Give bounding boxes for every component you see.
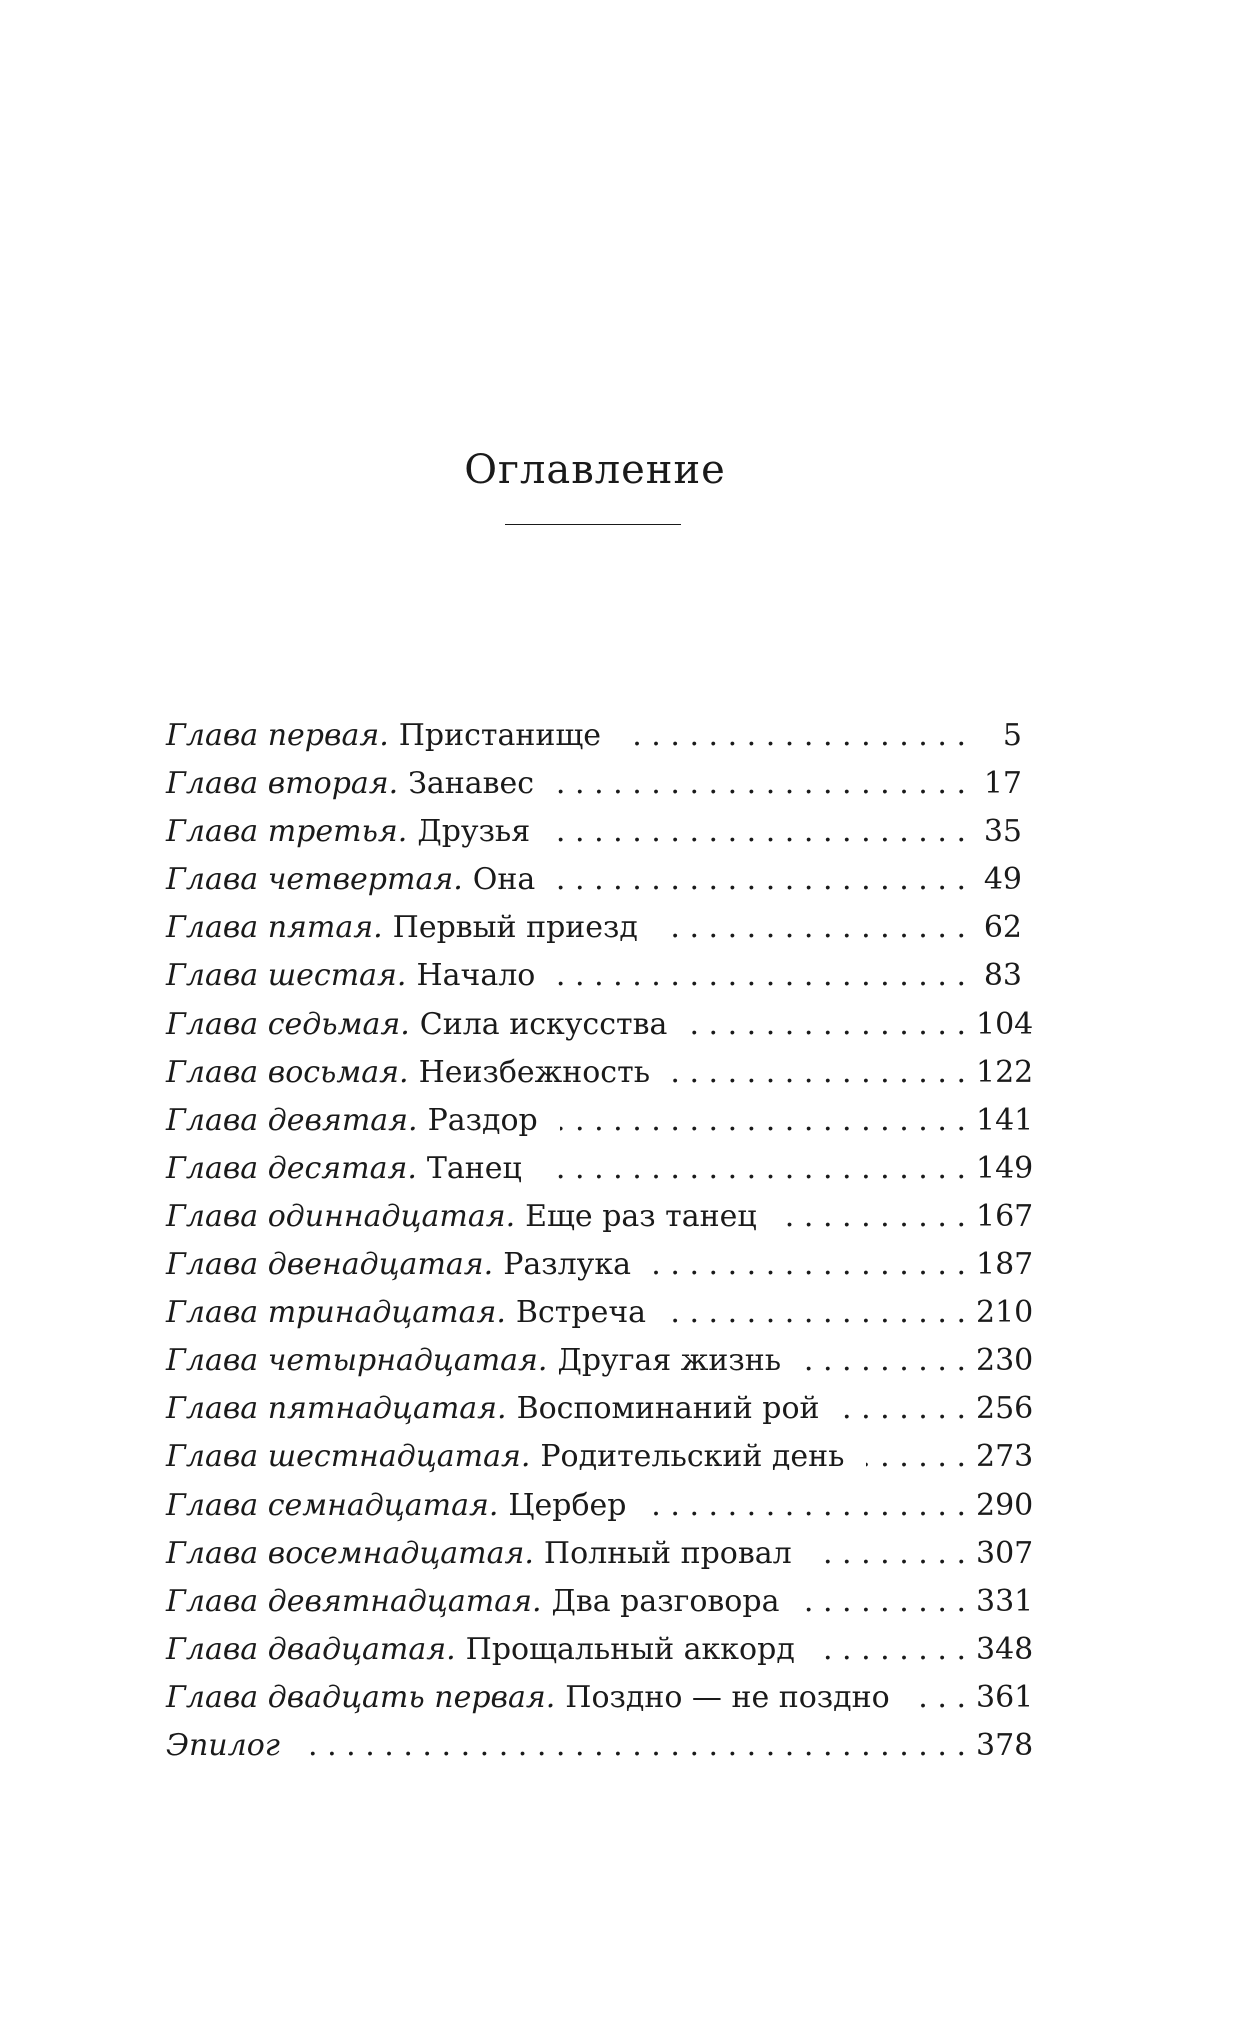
dot-leader <box>560 1097 966 1145</box>
chapter-name: Поздно — не поздно <box>565 1679 890 1715</box>
dot-leader <box>544 1145 966 1193</box>
dot-leader <box>552 808 966 856</box>
toc-entry[interactable] <box>166 1049 1034 1097</box>
page-number: 187 <box>976 1247 1034 1283</box>
page-number: 361 <box>976 1679 1034 1715</box>
page-number: 348 <box>976 1631 1034 1667</box>
dot-leader <box>817 1626 966 1674</box>
dot-leader <box>302 1722 966 1770</box>
page-number: 210 <box>976 1295 1034 1331</box>
toc-entry[interactable] <box>166 1337 1034 1385</box>
chapter-label: Глава восемнадцатая. <box>166 1535 534 1571</box>
page-number: 273 <box>976 1439 1034 1475</box>
chapter-label: Глава девятнадцатая. <box>166 1583 542 1619</box>
chapter-name: Первый приезд <box>392 910 638 946</box>
page-number: 378 <box>976 1727 1034 1763</box>
chapter-label: Глава семнадцатая. <box>166 1487 499 1523</box>
dot-leader <box>842 1385 966 1433</box>
page-number: 256 <box>976 1391 1034 1427</box>
toc-entry-epilogue[interactable] <box>166 1722 1034 1770</box>
chapter-label: Глава шестнадцатая. <box>166 1439 531 1475</box>
chapter-label: Глава десятая. <box>166 1150 417 1186</box>
chapter-label: Глава четырнадцатая. <box>166 1343 548 1379</box>
dot-leader <box>866 1433 966 1481</box>
dot-leader <box>814 1530 966 1578</box>
page-number: 35 <box>983 814 1022 850</box>
dot-leader <box>672 1049 966 1097</box>
toc-entry[interactable] <box>166 1530 1034 1578</box>
chapter-name: Друзья <box>417 814 531 850</box>
toc-entry[interactable] <box>166 1385 1034 1433</box>
chapter-name: Неизбежность <box>418 1054 651 1090</box>
chapter-name: Воспоминаний рой <box>516 1391 820 1427</box>
dot-leader <box>801 1578 966 1626</box>
chapter-label: Глава седьмая. <box>166 1006 410 1042</box>
toc-entry[interactable] <box>166 904 1022 952</box>
title-divider <box>505 524 681 525</box>
chapter-name: Разлука <box>503 1247 631 1283</box>
chapter-label: Глава третья. <box>166 814 408 850</box>
toc-entry[interactable] <box>166 1193 1034 1241</box>
page-number: 167 <box>976 1198 1034 1234</box>
chapter-label: Эпилог <box>166 1727 280 1763</box>
chapter-label: Глава пятнадцатая. <box>166 1391 507 1427</box>
chapter-label: Глава пятая. <box>166 910 383 946</box>
dot-leader <box>557 952 966 1000</box>
chapter-label: Глава тринадцатая. <box>166 1295 506 1331</box>
toc-entry[interactable] <box>166 1289 1034 1337</box>
dot-leader <box>668 1289 966 1337</box>
chapter-label: Глава четвертая. <box>166 862 463 898</box>
toc-entry[interactable] <box>166 856 1022 904</box>
toc-entry[interactable] <box>166 760 1022 808</box>
chapter-name: Сила искусства <box>419 1006 668 1042</box>
dot-leader <box>803 1337 966 1385</box>
chapter-name: Два разговора <box>551 1583 780 1619</box>
page-number: 331 <box>976 1583 1034 1619</box>
chapter-name: Полный провал <box>543 1535 792 1571</box>
toc-entry[interactable] <box>166 1578 1034 1626</box>
toc-entry[interactable] <box>166 1482 1034 1530</box>
chapter-label: Глава первая. <box>166 718 389 753</box>
dot-leader <box>779 1193 966 1241</box>
dot-leader <box>556 760 966 808</box>
dot-leader <box>649 1482 966 1530</box>
chapter-name: Цербер <box>508 1487 627 1523</box>
dot-leader <box>912 1674 966 1722</box>
page-number: 141 <box>976 1102 1034 1138</box>
chapter-name: Она <box>472 862 536 898</box>
toc-entry[interactable] <box>166 1674 1034 1722</box>
chapter-name: Родительский день <box>540 1439 845 1475</box>
page-number: 62 <box>983 910 1022 946</box>
chapter-name: Занавес <box>408 766 535 802</box>
dot-leader <box>557 856 966 904</box>
chapter-label: Глава вторая. <box>166 766 399 802</box>
chapter-label: Глава двадцатая. <box>166 1631 456 1667</box>
page-number: 149 <box>976 1150 1034 1186</box>
dot-leader <box>689 1001 966 1049</box>
chapter-label: Глава девятая. <box>166 1102 418 1138</box>
dot-leader <box>623 712 966 760</box>
chapter-label: Глава одиннадцатая. <box>166 1198 516 1234</box>
page-number: 49 <box>983 862 1022 898</box>
toc-entry[interactable] <box>166 1097 1034 1145</box>
chapter-label: Глава шестая. <box>166 958 407 994</box>
dot-leader <box>660 904 966 952</box>
page-number: 104 <box>976 1006 1034 1042</box>
chapter-name: Пристанище <box>398 718 602 753</box>
chapter-name: Раздор <box>427 1102 538 1138</box>
page-number: 307 <box>976 1535 1034 1571</box>
page-number: 83 <box>983 958 1022 994</box>
page-number: 17 <box>983 766 1022 802</box>
toc-entry[interactable] <box>166 1001 1034 1049</box>
toc-entry[interactable] <box>166 952 1022 1000</box>
page-number: 290 <box>976 1487 1034 1523</box>
chapter-label: Глава двенадцатая. <box>166 1247 494 1283</box>
toc-entry[interactable] <box>166 712 1022 760</box>
chapter-name: Встреча <box>515 1295 647 1331</box>
page-title: Оглавление <box>464 447 726 493</box>
chapter-label: Глава двадцать первая. <box>166 1679 556 1715</box>
toc-entry[interactable] <box>166 1626 1034 1674</box>
toc-entry[interactable] <box>166 1145 1034 1193</box>
page-number: 5 <box>1002 718 1022 753</box>
page-number: 230 <box>976 1343 1034 1379</box>
chapter-name: Прощальный аккорд <box>465 1631 795 1667</box>
table-of-contents <box>166 712 1034 1770</box>
chapter-name: Начало <box>416 958 536 994</box>
toc-entry[interactable] <box>166 808 1022 856</box>
chapter-name: Танец <box>426 1150 522 1186</box>
toc-entry[interactable] <box>166 1241 1034 1289</box>
dot-leader <box>653 1241 966 1289</box>
toc-entry[interactable] <box>166 1433 1034 1481</box>
chapter-name: Другая жизнь <box>557 1343 782 1379</box>
chapter-label: Глава восьмая. <box>166 1054 409 1090</box>
chapter-name: Еще раз танец <box>525 1198 757 1234</box>
page-number: 122 <box>976 1054 1034 1090</box>
